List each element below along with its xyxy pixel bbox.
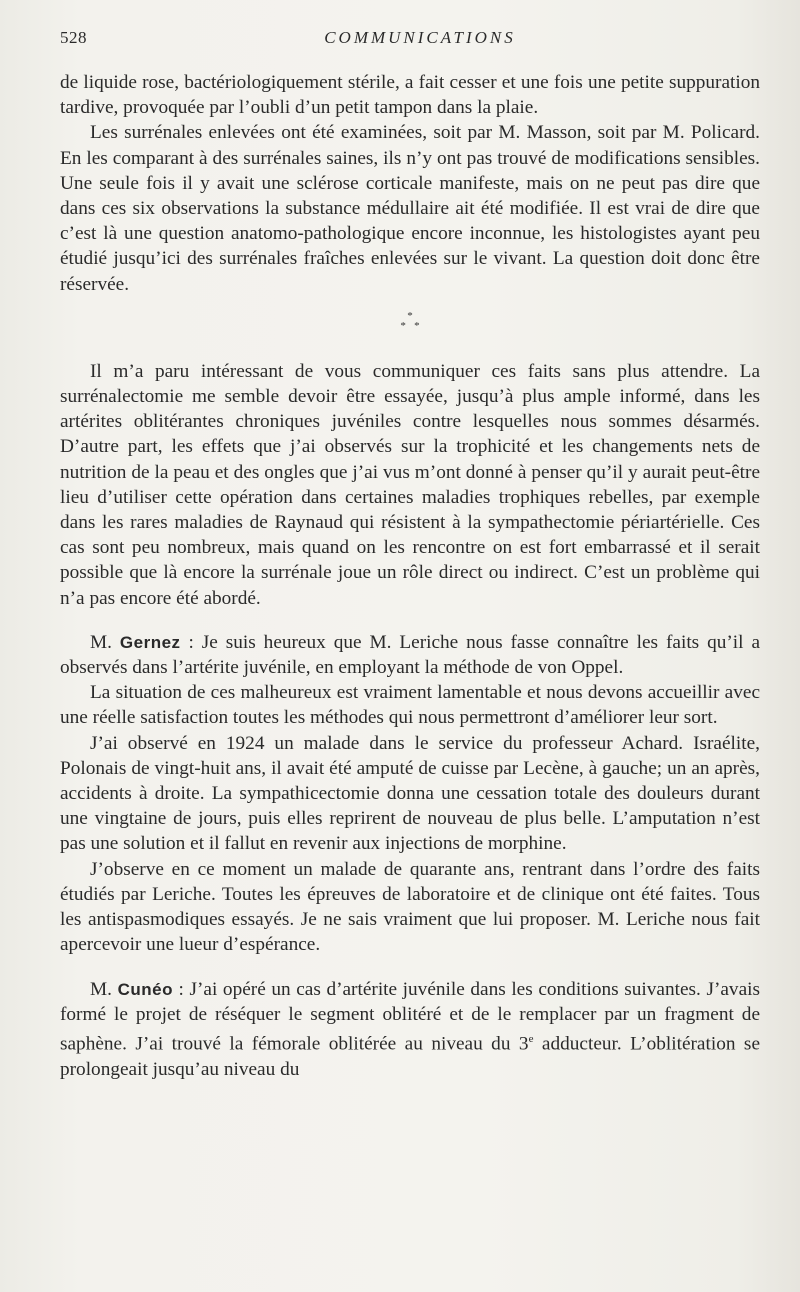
running-header: [60, 28, 760, 52]
cuneo-statement-end: adducteur. L’oblitération se prolongeait jusqu’au niveau du: [60, 1033, 760, 1080]
asterism-bottom: * *: [400, 319, 420, 332]
speaker-gernez: Gernez: [119, 632, 181, 652]
paragraph-surrenales: Les surrénales enlevées ont été examinées, soit par M. Masson, soit par M. Policard. En les comparant à des surrénales saines, ils n’y ont pas trouvé de modifications sensibles. Une seule fois il y avait une sclérose corticale manifeste, mais on ne peut pas dire que dans ces six observations la substance médullaire ait été modifiée. Il est vrai de dire que c’est là une question anatomo-pathologique encore inconnue, les histologistes ayant peu étudié jusqu’ici des surrénales fraîches enlevées sur le vivant. La question doit donc être réservée.: [60, 122, 760, 295]
asterism-top: *: [407, 309, 413, 322]
speaker-prefix: M.: [90, 978, 118, 1000]
paragraph-current-case: J’observe en ce moment un malade de quarante ans, rentrant dans l’ordre des faits étudiés par Leriche. Toutes les épreuves de laboratoire et de clinique ont été faites. Tous les antispasmodiques essayés. Je ne sais vraiment que lui proposer. M. Leriche nous fait apercevoir une lueur d’espérance.: [60, 858, 760, 956]
paragraph-1924-case: J’ai observé en 1924 un malade dans le service du professeur Achard. Israélite, Polonais de vingt-huit ans, il avait été amputé de cuisse par Lecène, à gauche; un an après, accidents à droite. La sympathicectomie donna une cessation totale des douleurs durant une vingtaine de jours, puis elles reprirent de nouveau de plus belle. L’amputation n’est pas une solution et il fallut en revenir aux injections de morphine.: [60, 732, 760, 855]
section-asterism: [60, 311, 760, 331]
speaker-prefix: M.: [90, 631, 120, 653]
body-text: [60, 70, 760, 1082]
ordinal-superscript: e: [528, 1032, 534, 1045]
speaker-cuneo: Cunéo: [117, 979, 173, 999]
paragraph-gernez: [60, 630, 760, 680]
paragraph-continuation: de liquide rose, bactériologiquement stérile, a fait cesser et une fois une petite suppuration tardive, provoquée par l’oubli d’un petit tampon dans la plaie.: [60, 72, 760, 119]
paragraph-situation: La situation de ces malheureux est vraiment lamentable et nous devons accueillir avec une réelle satisfaction toutes les méthodes qui nous permettront d’améliorer leur sort.: [60, 682, 760, 729]
gernez-statement: : Je suis heureux que M. Leriche nous fasse connaître les faits qu’il a observés dans l’artérite juvénile, en employant la méthode de von Oppel.: [60, 631, 761, 679]
paragraph-cuneo: [60, 977, 760, 1082]
running-title: COMMUNICATIONS: [324, 28, 516, 47]
cuneo-statement: : J’ai opéré un cas d’artérite juvénile dans les conditions suivantes. J’avais formé le projet de réséquer le segment oblitéré et de le remplacer par un fragment de saphène. J’ai trouvé la fémorale oblitérée au niveau du 3: [60, 978, 760, 1055]
page-number: 528: [60, 28, 87, 47]
paragraph-conclusion-leriche: Il m’a paru intéressant de vous communiquer ces faits sans plus attendre. La surrénalectomie me semble devoir être essayée, jusqu’à plus ample informé, dans les artérites oblitérantes chroniques juvéniles contre lesquelles nous sommes désarmés. D’autre part, les effets que j’ai observés sur la trophicité et les changements nets de nutrition de la peau et des ongles que j’ai vus m’ont donné à penser qu’il y aurait peut-être lieu d’utiliser cette opération dans certaines maladies trophiques rebelles, par exemple dans les rares maladies de Raynaud qui résistent à la sympathectomie périartérielle. Ces cas sont peu nombreux, mais quand on les rencontre on est fort embarrassé et il serait possible que là encore la surrénale joue un rôle direct ou indirect. C’est un problème qui n’a pas encore été abordé.: [60, 360, 760, 609]
